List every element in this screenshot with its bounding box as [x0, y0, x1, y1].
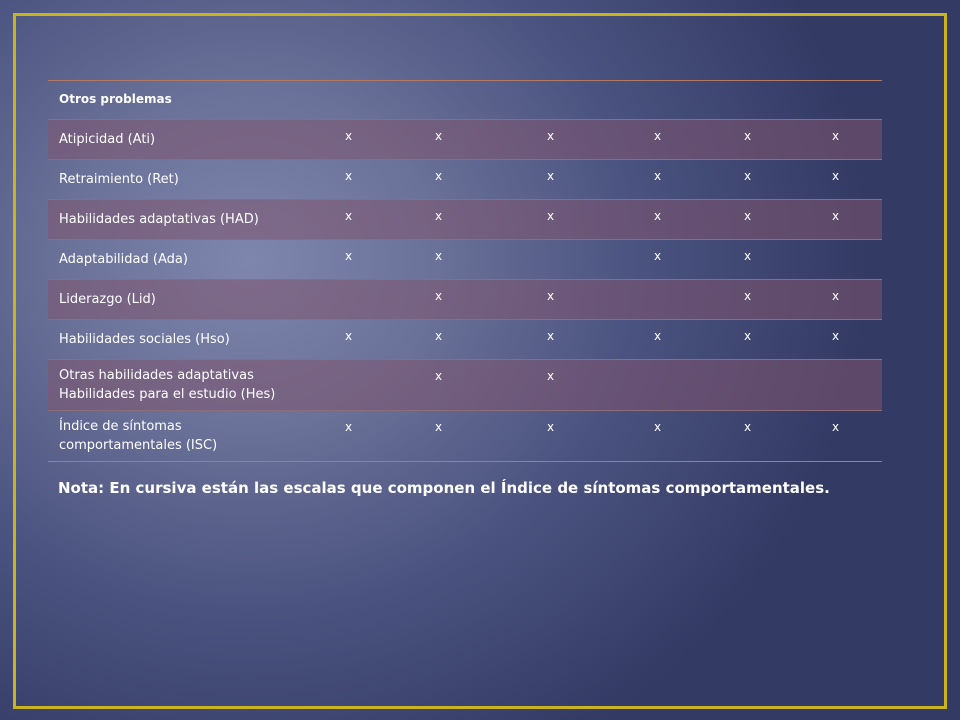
mark-cell: x — [345, 249, 353, 263]
mark-cell: x — [547, 169, 555, 183]
row-label-line-1: Índice de síntomas — [59, 419, 182, 434]
table-row — [48, 360, 882, 411]
mark-cell: x — [832, 289, 840, 303]
mark-cell: x — [832, 329, 840, 343]
mark-cell: x — [435, 209, 443, 223]
mark-cell: x — [547, 209, 555, 223]
header-label: Otros problemas — [59, 92, 172, 106]
mark-cell: x — [345, 209, 353, 223]
row-label: Liderazgo (Lid) — [59, 292, 156, 307]
row-label: Habilidades sociales (Hso) — [59, 332, 230, 347]
mark-cell: x — [654, 129, 662, 143]
table-row — [48, 320, 882, 360]
mark-cell: x — [435, 420, 443, 434]
table-row — [48, 200, 882, 240]
mark-cell: x — [654, 209, 662, 223]
table-row — [48, 411, 882, 462]
mark-cell: x — [744, 129, 752, 143]
table-note — [58, 479, 830, 497]
row-label-line-1: Otras habilidades adaptativas — [59, 368, 254, 383]
mark-cell: x — [744, 420, 752, 434]
mark-cell: x — [832, 129, 840, 143]
mark-cell: x — [435, 249, 443, 263]
row-label: Retraimiento (Ret) — [59, 172, 179, 187]
mark-cell: x — [547, 369, 555, 383]
mark-cell: x — [435, 289, 443, 303]
mark-cell: x — [744, 169, 752, 183]
row-label-line-2: comportamentales (ISC) — [59, 438, 218, 453]
mark-cell: x — [654, 329, 662, 343]
note-prefix: Nota: — [58, 479, 105, 497]
table-header-row — [48, 81, 882, 120]
mark-cell: x — [547, 289, 555, 303]
mark-cell: x — [654, 249, 662, 263]
mark-cell: x — [345, 129, 353, 143]
mark-cell: x — [435, 129, 443, 143]
mark-cell: x — [547, 129, 555, 143]
table-row — [48, 160, 882, 200]
mark-cell: x — [345, 169, 353, 183]
row-label-line-2: Habilidades para el estudio (Hes) — [59, 387, 276, 402]
mark-cell: x — [654, 420, 662, 434]
mark-cell: x — [832, 169, 840, 183]
scales-table — [48, 80, 882, 462]
mark-cell: x — [345, 329, 353, 343]
mark-cell: x — [654, 169, 662, 183]
mark-cell: x — [744, 249, 752, 263]
table-row — [48, 280, 882, 320]
mark-cell: x — [435, 169, 443, 183]
mark-cell: x — [547, 420, 555, 434]
row-label: Atipicidad (Ati) — [59, 132, 156, 147]
row-label: Adaptabilidad (Ada) — [59, 252, 188, 267]
mark-cell: x — [744, 329, 752, 343]
mark-cell: x — [435, 329, 443, 343]
table-row — [48, 120, 882, 160]
mark-cell: x — [435, 369, 443, 383]
mark-cell: x — [744, 289, 752, 303]
table-row — [48, 240, 882, 280]
row-label — [59, 366, 309, 404]
row-label: Habilidades adaptativas (HAD) — [59, 212, 259, 227]
note-text: En cursiva están las escalas que componen el Índice de síntomas comportamentales. — [104, 479, 830, 497]
row-label — [59, 417, 309, 455]
mark-cell: x — [345, 420, 353, 434]
mark-cell: x — [547, 329, 555, 343]
mark-cell: x — [744, 209, 752, 223]
mark-cell: x — [832, 209, 840, 223]
mark-cell: x — [832, 420, 840, 434]
